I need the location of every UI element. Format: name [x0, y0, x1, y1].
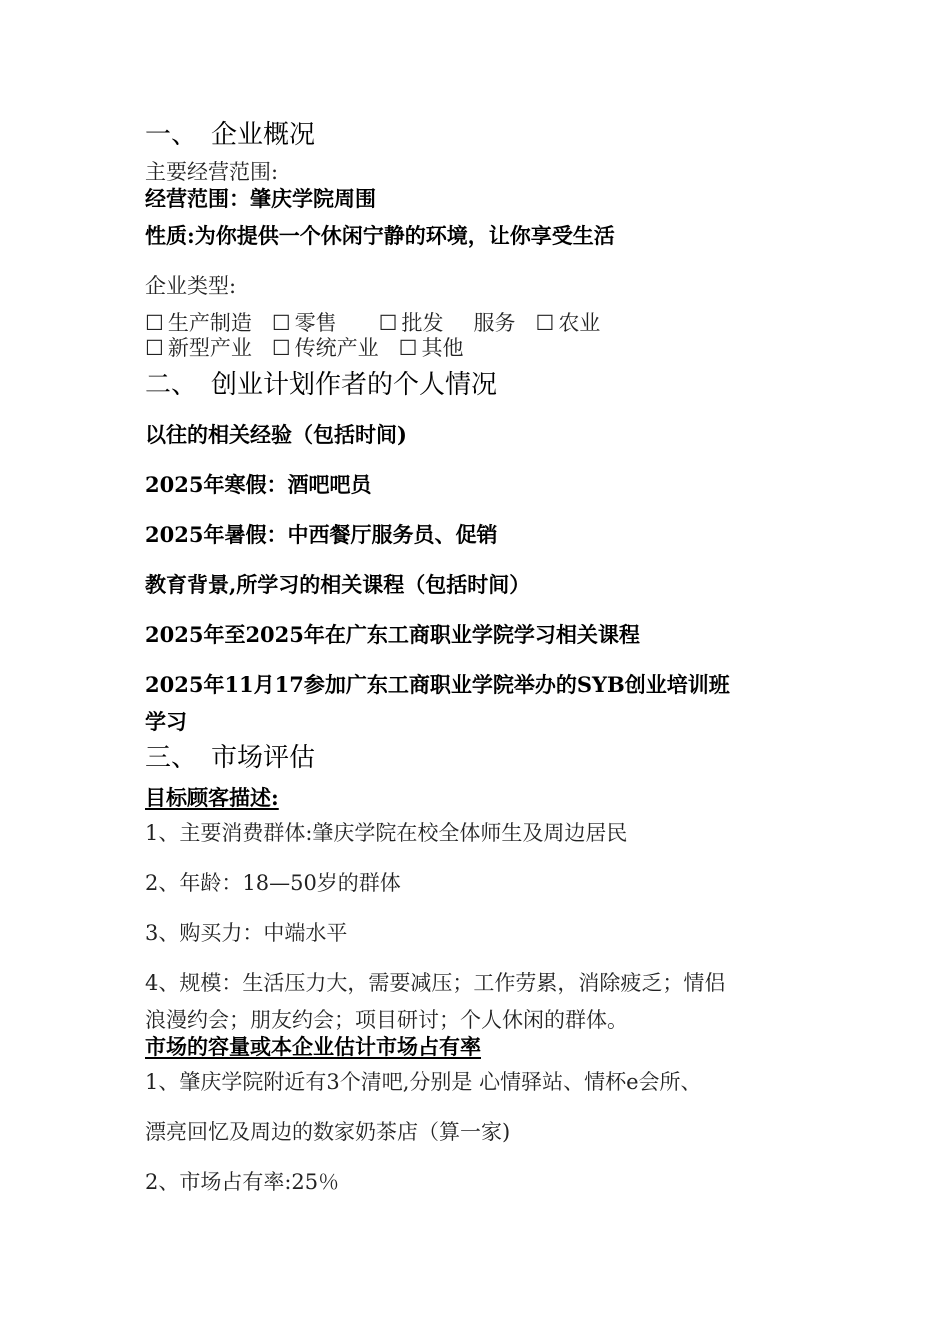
checkbox-icon[interactable]: ☐: [271, 336, 291, 360]
capacity-item-2: 2、市场占有率:25％: [145, 1170, 340, 1194]
education-item-1: 2025年至2025年在广东工商职业学院学习相关课程: [145, 622, 640, 647]
target-customer-label: 目标顾客描述:: [145, 785, 279, 810]
section-1-number: 一、: [145, 120, 198, 150]
experience-label: 以往的相关经验（包括时间): [145, 422, 407, 447]
checkbox-icon[interactable]: ☐: [398, 336, 418, 360]
education-item-2-line-1: 2025年11月17参加广东工商职业学院举办的SYB创业培训班: [145, 672, 730, 697]
type-option-other[interactable]: ☐ 其他: [398, 336, 464, 360]
checkbox-icon[interactable]: ☐: [271, 311, 291, 335]
section-3-title: 市场评估: [211, 743, 316, 773]
section-2-title: 创业计划作者的个人情况: [211, 370, 498, 400]
checkbox-icon[interactable]: ☐: [535, 311, 555, 335]
enterprise-type-row-1: [145, 313, 620, 334]
section-2-heading: [145, 372, 497, 398]
section-3-number: 三、: [145, 743, 198, 773]
section-1-heading: [145, 122, 315, 148]
target-item-3: 3、购买力：中端水平: [145, 921, 348, 945]
education-item-2-line-2: 学习: [145, 709, 187, 734]
capacity-item-1-line-1: 1、肇庆学院附近有3个清吧,分别是 心情驿站、情杯e会所、: [145, 1070, 702, 1094]
type-option-manufacturing[interactable]: ☐ 生产制造: [145, 311, 252, 335]
checkbox-icon[interactable]: ☐: [378, 311, 398, 335]
type-option-wholesale[interactable]: ☐ 批发: [378, 311, 444, 335]
experience-item-2: 2025年暑假：中西餐厅服务员、促销: [145, 522, 498, 547]
type-option-traditional-industry[interactable]: ☐ 传统产业: [271, 336, 379, 360]
checkbox-icon[interactable]: ☐: [145, 336, 164, 360]
scope-label: 主要经营范围:: [145, 160, 279, 184]
market-capacity-label: 市场的容量或本企业估计市场占有率: [145, 1034, 481, 1059]
experience-item-1: 2025年寒假：酒吧吧员: [145, 472, 372, 497]
business-scope: 经营范围：肇庆学院周围: [145, 186, 376, 211]
type-option-agriculture[interactable]: ☐ 农业: [535, 311, 601, 335]
target-item-4-line-2: 浪漫约会；朋友约会；项目研讨；个人休闲的群体。: [145, 1008, 628, 1032]
education-label: 教育背景,所学习的相关课程（包括时间）: [145, 572, 531, 597]
capacity-item-1-line-2: 漂亮回忆及周边的数家奶茶店（算一家): [145, 1120, 511, 1144]
enterprise-type-row-2: [145, 338, 483, 359]
section-2-number: 二、: [145, 370, 198, 400]
target-item-4-line-1: 4、规模：生活压力大，需要减压；工作劳累，消除疲乏；情侣: [145, 971, 726, 995]
enterprise-type-label: 企业类型:: [145, 274, 237, 298]
type-option-service[interactable]: 服务: [473, 311, 516, 335]
business-nature: 性质:为你提供一个休闲宁静的环境，让你享受生活: [145, 223, 615, 248]
checkbox-icon[interactable]: ☐: [145, 311, 164, 335]
target-item-2: 2、年龄：18—50岁的群体: [145, 871, 401, 895]
target-item-1: 1、主要消费群体:肇庆学院在校全体师生及周边居民: [145, 821, 628, 845]
type-option-retail[interactable]: ☐ 零售: [271, 311, 337, 335]
section-3-heading: [145, 745, 315, 771]
section-1-title: 企业概况: [211, 120, 316, 150]
type-option-new-industry[interactable]: ☐ 新型产业: [145, 336, 252, 360]
